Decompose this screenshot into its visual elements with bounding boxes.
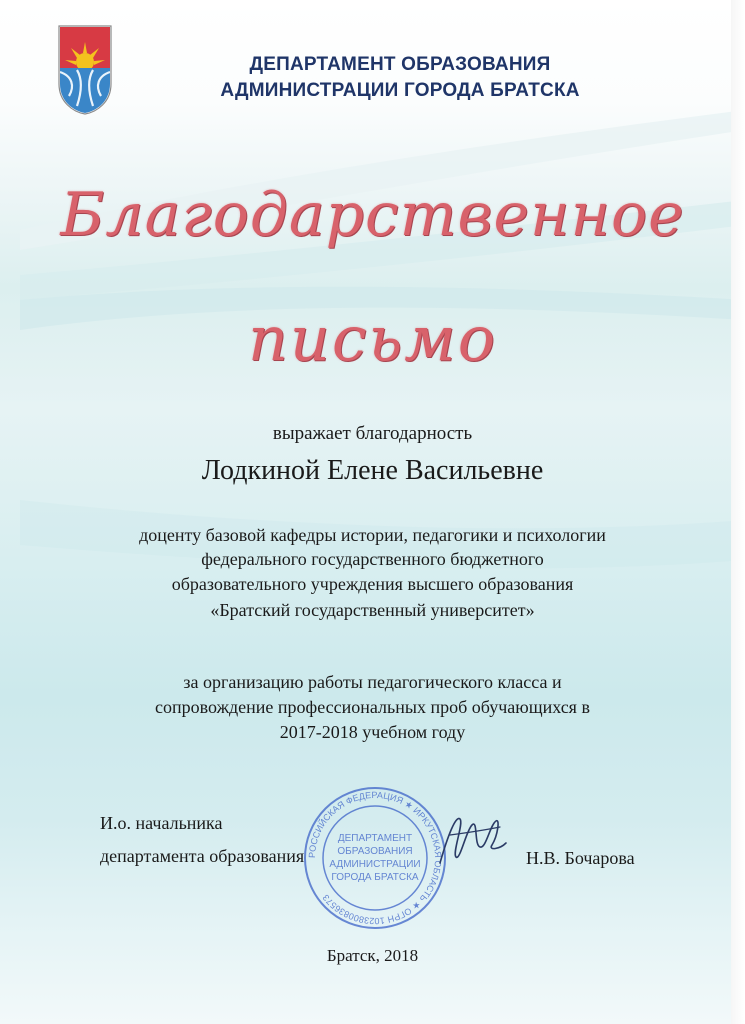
thanks-phrase: выражает благодарность xyxy=(272,423,473,444)
stamp-text: ОБРАЗОВАНИЯ xyxy=(337,846,413,857)
place-and-date: Братск, 2018 xyxy=(326,946,419,965)
signatory-role-line-2: департамента образования xyxy=(100,846,305,866)
reason-line: сопровождение профессиональных проб обучающихся в xyxy=(155,697,590,717)
department-name: ДЕПАРТАМЕНТ ОБРАЗОВАНИЯ xyxy=(249,54,551,75)
position-line: федерального государственного бюджетного xyxy=(201,549,544,569)
position-line: образовательного учреждения высшего образования xyxy=(171,574,574,594)
signatory-name: Н.В. Бочарова xyxy=(526,848,635,868)
bratsk-emblem-icon xyxy=(57,24,113,116)
reason-line: за организацию работы педагогического класса и xyxy=(183,672,562,692)
stamp-text: АДМИНИСТРАЦИИ xyxy=(329,859,421,870)
administration-name: АДМИНИСТРАЦИИ ГОРОДА БРАТСКА xyxy=(220,80,580,101)
stamp-ring-text: РОССИЙСКАЯ ФЕДЕРАЦИЯ ★ ИРКУТСКАЯ ОБЛАСТЬ ★ ОГРН 1023800836573 xyxy=(306,789,444,927)
recipient-name: Лодкиной Елене Васильевне xyxy=(201,455,544,486)
handwritten-signature xyxy=(430,805,510,875)
reason-line: 2017-2018 учебном году xyxy=(279,722,466,742)
page-edge xyxy=(731,0,745,1024)
position-line: «Братский государственный университет» xyxy=(210,600,535,620)
position-line: доценту базовой кафедры истории, педагогики и психологии xyxy=(139,525,606,545)
title-line-1: Благодарственное xyxy=(60,180,685,250)
signatory-role-line-1: И.о. начальника xyxy=(100,813,223,833)
stamp-text: ДЕПАРТАМЕНТ xyxy=(337,833,413,844)
stamp-text: ГОРОДА БРАТСКА xyxy=(331,872,419,883)
official-stamp xyxy=(300,783,450,933)
title-line-2: письмо xyxy=(247,302,498,375)
